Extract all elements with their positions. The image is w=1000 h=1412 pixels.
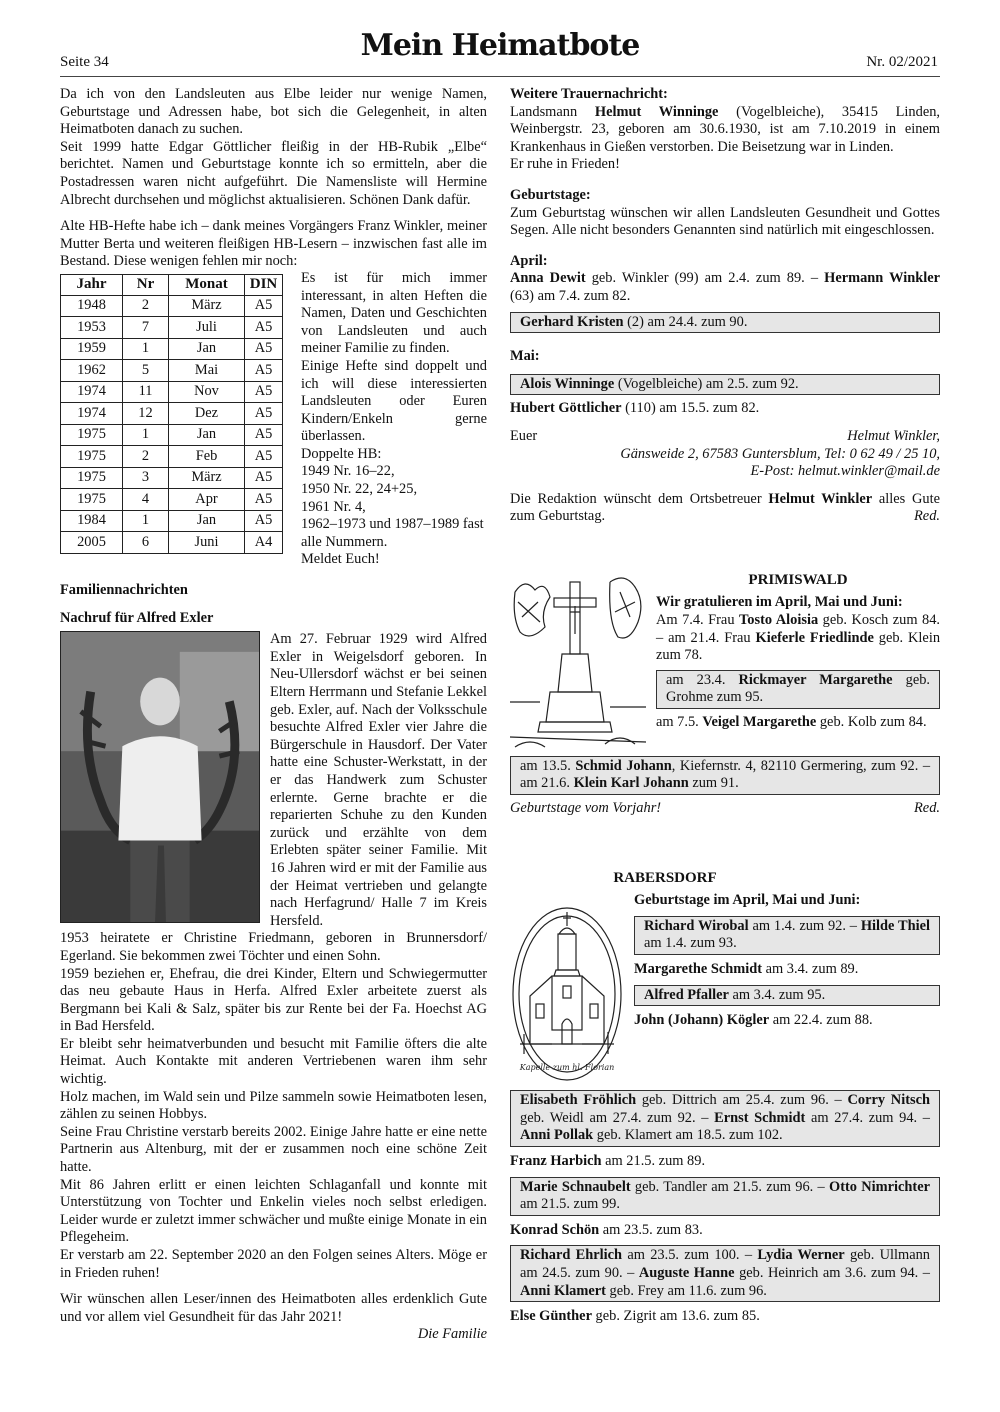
text-fragment: alles Gute zum Geburtstag. bbox=[510, 490, 941, 525]
obituary-paragraph: Seine Frau Christine verstarb bereits 2002. Einige Jahre hatte er eine nette Partnerin aus Altenburg, mit der er zusammen noch eine schöne Zeit hatte. bbox=[60, 1123, 487, 1176]
text-fragment: Die Redaktion wünscht dem Ortsbetreuer bbox=[510, 490, 769, 507]
table-cell: Jan bbox=[169, 510, 245, 532]
text-fragment: am 22.4. zum 88. bbox=[769, 1012, 873, 1029]
table-cell: Jan bbox=[169, 338, 245, 360]
table-cell: März bbox=[169, 295, 245, 317]
table-cell: 1962 bbox=[61, 360, 123, 382]
intro-paragraph: Seit 1999 hatte Edgar Göttlicher fleißig in der HB-Rubik „Elbe“ berichtet. Namen und Geburtstage konnte ich so ermitteln, aber die Postadressen waren nicht aufgeführt. Die Namensliste will Hermine Albrecht durchsehen und möglichst aktualisieren. Schönen Dank dafür. bbox=[60, 138, 487, 208]
table-cell: A5 bbox=[245, 317, 283, 339]
text-fragment: (110) am 15.5. zum 82. bbox=[621, 400, 760, 417]
note-line: Doppelte HB: bbox=[301, 445, 382, 462]
person-name: Helmut Winkler bbox=[768, 490, 873, 507]
column-header: Nr bbox=[123, 274, 169, 295]
text-fragment: geb. Tandler am 21.5. zum 96. – bbox=[630, 1178, 830, 1195]
text-fragment: am 7.5. bbox=[656, 714, 703, 731]
table-cell: 1975 bbox=[61, 467, 123, 489]
text-fragment: am 23.5. zum 83. bbox=[599, 1221, 703, 1238]
table-body bbox=[61, 295, 283, 553]
cross-illustration bbox=[510, 572, 646, 754]
highlighted-birthday bbox=[510, 1245, 940, 1302]
table-cell: 2 bbox=[123, 446, 169, 468]
obituary-paragraph: 1953 heiratete er Christine Friedmann, geboren in Brunnersdorf/ Egerland. Sie bekommen zwei Töchter und einen Sohn. bbox=[60, 930, 487, 964]
highlighted-birthday bbox=[634, 985, 940, 1007]
text-fragment: (63) am 7.4. zum 82. bbox=[510, 287, 631, 304]
text-fragment: geb. Winkler (99) am 2.4. zum 89. – bbox=[585, 270, 825, 287]
table-cell: A5 bbox=[245, 489, 283, 511]
table-cell: 12 bbox=[123, 403, 169, 425]
birthday-intro: Zum Geburtstag wünschen wir allen Landsleuten Gesundheit und Gottes Segen. Alle nicht besonders Genannten sind natürlich mit eingeschlossen. bbox=[510, 204, 940, 239]
person-name: Konrad Schön bbox=[510, 1221, 600, 1238]
table-cell: A5 bbox=[245, 467, 283, 489]
signature-address: Gänsweide 2, 67583 Guntersblum, Tel: 0 62 49 / 25 10, bbox=[620, 445, 940, 462]
text-fragment: Am 7.4. Frau bbox=[656, 612, 740, 629]
person-name: Veigel Margarethe bbox=[702, 714, 817, 731]
person-name: Else Günther bbox=[510, 1308, 592, 1325]
obituary-paragraph: Mit 86 Jahren erlitt er einen leichten Schlaganfall und konnte mit Unterstützung von Tochter und Enkelin vieles noch selbst erledigen. Leider wurde er zuletzt immer schwächer und mußte einige Monate in ein Pflegeheim. bbox=[60, 1176, 487, 1246]
text-fragment: (Vogelbleiche) am 2.5. zum 92. bbox=[614, 375, 799, 392]
section-heading: Familiennachrichten bbox=[60, 582, 188, 599]
section-title: PRIMISWALD bbox=[748, 571, 848, 588]
table-row bbox=[61, 489, 283, 511]
section-subheading: Wir gratulieren im April, Mai und Juni: bbox=[656, 594, 903, 611]
obituary-side-text: Am 27. Februar 1929 wird Alfred Exler in Weigelsdorf geboren. In Neu-Ullersdorf wächst er bei seinen Eltern Herrmann und Stefanie Lekkel geb. Exler, auf. Nach der Volksschule besuchte Alfred Exler vier Jahre die Bürgerschule in Hausdorf. Der Vater hatte eine Schuster-Werkstatt, in der er das Handwerk zum Schuster erlernte. Gerne brachte er die reparierten Schuhe zu den Kunden zurück und erzählte von dem Erlebten später seiner Familie. Mit 16 Jahren wird er mit der Familie aus der Heimat vertrieben und gelangte nach Herfagrund/ Halle 7 im Kreis Hersfeld. bbox=[270, 631, 487, 929]
text-fragment: geb. Ullmann am 24.5. zum 90. – bbox=[520, 1247, 931, 1281]
text-fragment: am 23.5. zum 100. – bbox=[622, 1247, 758, 1264]
text-fragment: Landsmann bbox=[510, 103, 595, 120]
column-header: DIN bbox=[245, 274, 283, 295]
table-cell: 2005 bbox=[61, 532, 123, 554]
table-cell: 1975 bbox=[61, 446, 123, 468]
person-name: Corry Nitsch bbox=[847, 1092, 930, 1109]
duplicates-note bbox=[301, 270, 487, 569]
closing-paragraph: Wir wünschen allen Leser/innen des Heimatboten alles erdenklich Gute und vor allem viel Gesundheit für das Jahr 2021! bbox=[60, 1291, 487, 1325]
highlighted-birthday bbox=[510, 756, 940, 795]
table-cell: 1 bbox=[123, 510, 169, 532]
table-cell: A5 bbox=[245, 446, 283, 468]
table-cell: 6 bbox=[123, 532, 169, 554]
text-fragment: geb. Zigrit am 13.6. zum 85. bbox=[591, 1308, 760, 1325]
primiswald-footer bbox=[510, 800, 940, 818]
editorial-signature: Red. bbox=[914, 800, 940, 817]
mourning-closing: Er ruhe in Frieden! bbox=[510, 156, 620, 173]
obituary-heading: Nachruf für Alfred Exler bbox=[60, 609, 214, 626]
person-name: Helmut Winninge bbox=[594, 103, 719, 120]
birthday-entry bbox=[634, 1012, 940, 1030]
birthday-entry bbox=[634, 961, 940, 979]
text-fragment: , Kiefernstr. 4, 82110 Germering, zum 92. – am 21.6. bbox=[520, 757, 931, 792]
text-fragment: geb. Klamert am 18.5. zum 102. bbox=[593, 1127, 783, 1144]
section-heading: Geburtstage: bbox=[510, 186, 591, 203]
table-row bbox=[61, 532, 283, 554]
text-fragment: am 13.5. bbox=[520, 757, 576, 774]
header-rule bbox=[60, 76, 940, 77]
obituary-paragraph: Er verstarb am 22. September 2020 an den Folgen seines Alters. Möge er in Frieden ruhen! bbox=[60, 1247, 487, 1281]
signature-block bbox=[510, 428, 940, 446]
table-row bbox=[61, 510, 283, 532]
note-paragraph: Es ist für mich immer interessant, in alten Heften die Namen, Daten und Geschichten von Landsleuten und auch meiner Familie zu finden. bbox=[301, 269, 487, 357]
person-name: Elisabeth Fröhlich bbox=[520, 1092, 637, 1109]
note-line: Meldet Euch! bbox=[301, 551, 380, 568]
person-name: Marie Schnaubelt bbox=[520, 1178, 631, 1195]
table-cell: 7 bbox=[123, 317, 169, 339]
wayside-cross-drawing bbox=[510, 572, 646, 754]
person-name: Ernst Schmidt bbox=[714, 1109, 806, 1126]
table-cell: 2 bbox=[123, 295, 169, 317]
text-fragment: (Vogelbleiche), 35415 Linden, Weinbergstr. 23, geboren am 30.6.1930, ist am 7.10.2019 in einem Krankenhaus in Gießen verstorben. Die Beisetzung war in Linden. bbox=[510, 103, 940, 155]
person-name: Hermann Winkler bbox=[824, 270, 941, 287]
person-name: Auguste Hanne bbox=[638, 1265, 735, 1281]
table-header-row bbox=[61, 274, 283, 295]
chapel-drawing bbox=[510, 904, 624, 1084]
person-name: Lydia Werner bbox=[757, 1247, 845, 1264]
note-line: 1950 Nr. 22, 24+25, bbox=[301, 481, 418, 498]
person-name: John (Johann) Kögler bbox=[634, 1012, 770, 1029]
person-name: Anna Dewit bbox=[510, 270, 586, 287]
missing-issues-section bbox=[60, 269, 487, 569]
table-cell: 1953 bbox=[61, 317, 123, 339]
portrait-illustration bbox=[61, 632, 259, 922]
table-row bbox=[61, 295, 283, 317]
page-number: Seite 34 bbox=[60, 54, 109, 70]
table-cell: 1975 bbox=[61, 489, 123, 511]
previous-year-note: Geburtstage vom Vorjahr! bbox=[510, 800, 662, 817]
column-header: Monat bbox=[169, 274, 245, 295]
person-name: Anni Klamert bbox=[520, 1282, 606, 1299]
table-cell: 4 bbox=[123, 489, 169, 511]
table-cell: 3 bbox=[123, 467, 169, 489]
table-cell: 1959 bbox=[61, 338, 123, 360]
person-name: Alois Winninge bbox=[520, 375, 615, 392]
text-fragment: geb. Kosch zum 84. – am 21.4. Frau bbox=[656, 612, 941, 646]
section-heading: Weitere Trauernachricht: bbox=[510, 86, 668, 102]
portrait-photo bbox=[60, 631, 260, 923]
rabersdorf-section bbox=[510, 892, 940, 1084]
signature-name: Helmut Winkler, bbox=[847, 427, 940, 444]
text-fragment: am 3.4. zum 89. bbox=[762, 961, 859, 978]
highlighted-birthday bbox=[510, 312, 940, 334]
table-cell: A5 bbox=[245, 295, 283, 317]
table-cell: Nov bbox=[169, 381, 245, 403]
salutation: Euer bbox=[510, 427, 538, 444]
table-cell: 1948 bbox=[61, 295, 123, 317]
note-line: 1961 Nr. 4, bbox=[301, 498, 366, 515]
person-name: Klein Karl Johann bbox=[573, 775, 689, 792]
person-name: Hubert Göttlicher bbox=[510, 400, 622, 417]
note-paragraph: Einige Hefte sind doppelt und ich will diese interessierten Landsleuten oder Euren Kindern/Enkeln gerne überlassen. bbox=[301, 357, 487, 445]
primiswald-content bbox=[656, 572, 940, 754]
person-name: Otto Nimrichter bbox=[829, 1178, 930, 1195]
editorial-signature: Red. bbox=[914, 508, 940, 525]
text-fragment: geb. Weidl am 27.4. zum 92. – bbox=[520, 1109, 715, 1126]
table-cell: Apr bbox=[169, 489, 245, 511]
birthday-entry bbox=[510, 1308, 940, 1326]
table-row bbox=[61, 360, 283, 382]
month-heading: Mai: bbox=[510, 348, 540, 365]
table-cell: 1974 bbox=[61, 403, 123, 425]
table-cell: Dez bbox=[169, 403, 245, 425]
obituary-paragraph: Holz machen, im Wald sein und Pilze sammeln sowie Heimatboten lesen, zählen zu seinen Hobbys. bbox=[60, 1088, 487, 1123]
person-name: Margarethe Schmidt bbox=[634, 961, 763, 978]
text-fragment: geb. Grohme zum 95. bbox=[666, 671, 931, 706]
signature-email: E-Post: helmut.winkler@mail.de bbox=[750, 463, 940, 480]
editorial-note bbox=[510, 491, 940, 526]
text-fragment: geb. Kolb zum 84. bbox=[816, 714, 927, 731]
table-cell: März bbox=[169, 467, 245, 489]
text-fragment: am 1.4. zum 93. bbox=[644, 935, 737, 952]
chapel-caption: Kapelle zum hl. Florian bbox=[519, 1063, 615, 1073]
person-name: Alfred Pfaller bbox=[644, 986, 729, 1003]
text-fragment: am 27.4. zum 94. – bbox=[805, 1109, 930, 1126]
text-fragment: geb. Frey am 11.6. zum 96. bbox=[605, 1282, 767, 1299]
table-cell: A5 bbox=[245, 360, 283, 382]
birthday-entry bbox=[510, 270, 940, 305]
text-fragment: geb. Klein zum 78. bbox=[656, 629, 941, 664]
table-row bbox=[61, 446, 283, 468]
table-cell: A5 bbox=[245, 510, 283, 532]
table-cell: A5 bbox=[245, 403, 283, 425]
person-name: Rickmayer Margarethe bbox=[738, 671, 893, 688]
highlighted-birthday bbox=[510, 1090, 940, 1147]
text-fragment: am 1.4. zum 92. – bbox=[748, 917, 861, 934]
table-cell: 1 bbox=[123, 338, 169, 360]
section-title: RABERSDORF bbox=[613, 869, 717, 886]
table-cell: Feb bbox=[169, 446, 245, 468]
highlighted-birthday bbox=[510, 1177, 940, 1216]
table-cell: A5 bbox=[245, 381, 283, 403]
text-fragment: geb. Heinrich am 3.6. zum 94. – bbox=[734, 1265, 930, 1281]
issue-number: Nr. 02/2021 bbox=[866, 54, 938, 70]
birthday-entry bbox=[656, 612, 940, 665]
person-name: Anni Pollak bbox=[520, 1127, 594, 1144]
section-subheading: Geburtstage im April, Mai und Juni: bbox=[634, 892, 861, 909]
text-fragment: zum 91. bbox=[688, 775, 739, 792]
person-name: Gerhard Kristen bbox=[520, 313, 624, 330]
left-column bbox=[60, 86, 487, 1344]
text-fragment: am 21.5. zum 89. bbox=[601, 1153, 706, 1170]
obituary-paragraph: Er bleibt sehr heimatverbunden und besucht mit Familie öfters die alte Heimat. Auch Kontakte mit anderen Vertriebenen waren ihm sehr wichtig. bbox=[60, 1035, 487, 1088]
table-row bbox=[61, 467, 283, 489]
highlighted-birthday bbox=[634, 916, 940, 955]
table-cell: 1975 bbox=[61, 424, 123, 446]
birthday-entry bbox=[656, 714, 940, 732]
rabersdorf-content bbox=[634, 892, 940, 1084]
table-row bbox=[61, 403, 283, 425]
month-heading: April: bbox=[510, 252, 548, 269]
intro-paragraph: Alte HB-Hefte habe ich – dank meines Vorgängers Franz Winkler, meiner Mutter Berta und weiteren fleißigen HB-Lesern – inzwischen fast alle im Bestand. Diese wenigen fehlen mir noch: bbox=[60, 218, 487, 270]
person-name: Richard Ehrlich bbox=[520, 1247, 623, 1264]
table-row bbox=[61, 381, 283, 403]
person-name: Kieferle Friedlinde bbox=[755, 629, 874, 646]
highlighted-birthday bbox=[510, 374, 940, 396]
birthday-entry bbox=[510, 1222, 940, 1240]
table-cell: 11 bbox=[123, 381, 169, 403]
person-name: Richard Wirobal bbox=[644, 917, 749, 934]
table-row bbox=[61, 424, 283, 446]
obituary-signature: Die Familie bbox=[417, 1326, 487, 1343]
table-cell: 1984 bbox=[61, 510, 123, 532]
text-fragment: am 23.4. bbox=[666, 671, 739, 688]
note-line: 1962–1973 und 1987–1989 fast alle Nummern. bbox=[301, 516, 484, 550]
note-line: 1949 Nr. 16–22, bbox=[301, 463, 395, 480]
mourning-notice bbox=[510, 104, 940, 157]
table-row bbox=[61, 317, 283, 339]
column-header: Jahr bbox=[61, 274, 123, 295]
table-cell: Mai bbox=[169, 360, 245, 382]
table-cell: A5 bbox=[245, 424, 283, 446]
person-name: Schmid Johann bbox=[575, 757, 672, 774]
missing-issues-table bbox=[60, 274, 283, 554]
obituary-paragraph: 1959 beziehen er, Ehefrau, die drei Kinder, Eltern und Schwiegermutter das neu gebaute Haus in Herfa. Alfred Exler arbeitete zuerst als Bergmann bei Kali & Salz, später bis zur Rente bei der Fa. Hoechst AG in Bad Hersfeld. bbox=[60, 965, 487, 1035]
table-cell: A4 bbox=[245, 532, 283, 554]
text-fragment: (2) am 24.4. zum 90. bbox=[623, 313, 748, 330]
table-cell: Jan bbox=[169, 424, 245, 446]
table-cell: Juli bbox=[169, 317, 245, 339]
chapel-illustration bbox=[510, 904, 624, 1084]
table-cell: 5 bbox=[123, 360, 169, 382]
person-name: Hilde Thiel bbox=[860, 917, 930, 934]
birthday-entry bbox=[510, 400, 940, 418]
table-row bbox=[61, 338, 283, 360]
text-fragment: geb. Dittrich am 25.4. zum 96. – bbox=[636, 1092, 848, 1109]
person-name: Tosto Aloisia bbox=[739, 612, 819, 629]
text-fragment: am 3.4. zum 95. bbox=[728, 986, 826, 1003]
right-column bbox=[510, 86, 940, 1326]
table-cell: A5 bbox=[245, 338, 283, 360]
table-cell: 1974 bbox=[61, 381, 123, 403]
table-cell: Juni bbox=[169, 532, 245, 554]
person-name: Franz Harbich bbox=[510, 1153, 602, 1170]
masthead-logo: Mein Heimatbote bbox=[360, 28, 640, 63]
birthday-entry bbox=[510, 1153, 940, 1171]
text-fragment: am 21.5. zum 99. bbox=[520, 1196, 620, 1213]
highlighted-birthday bbox=[656, 670, 940, 709]
primiswald-section bbox=[510, 572, 940, 754]
intro-paragraph: Da ich von den Landsleuten aus Elbe leider nur wenige Namen, Geburtstage und Adressen habe, bot sich die Gelegenheit, in alten Heimatboten danach zu suchen. bbox=[60, 86, 487, 138]
table-cell: 1 bbox=[123, 424, 169, 446]
